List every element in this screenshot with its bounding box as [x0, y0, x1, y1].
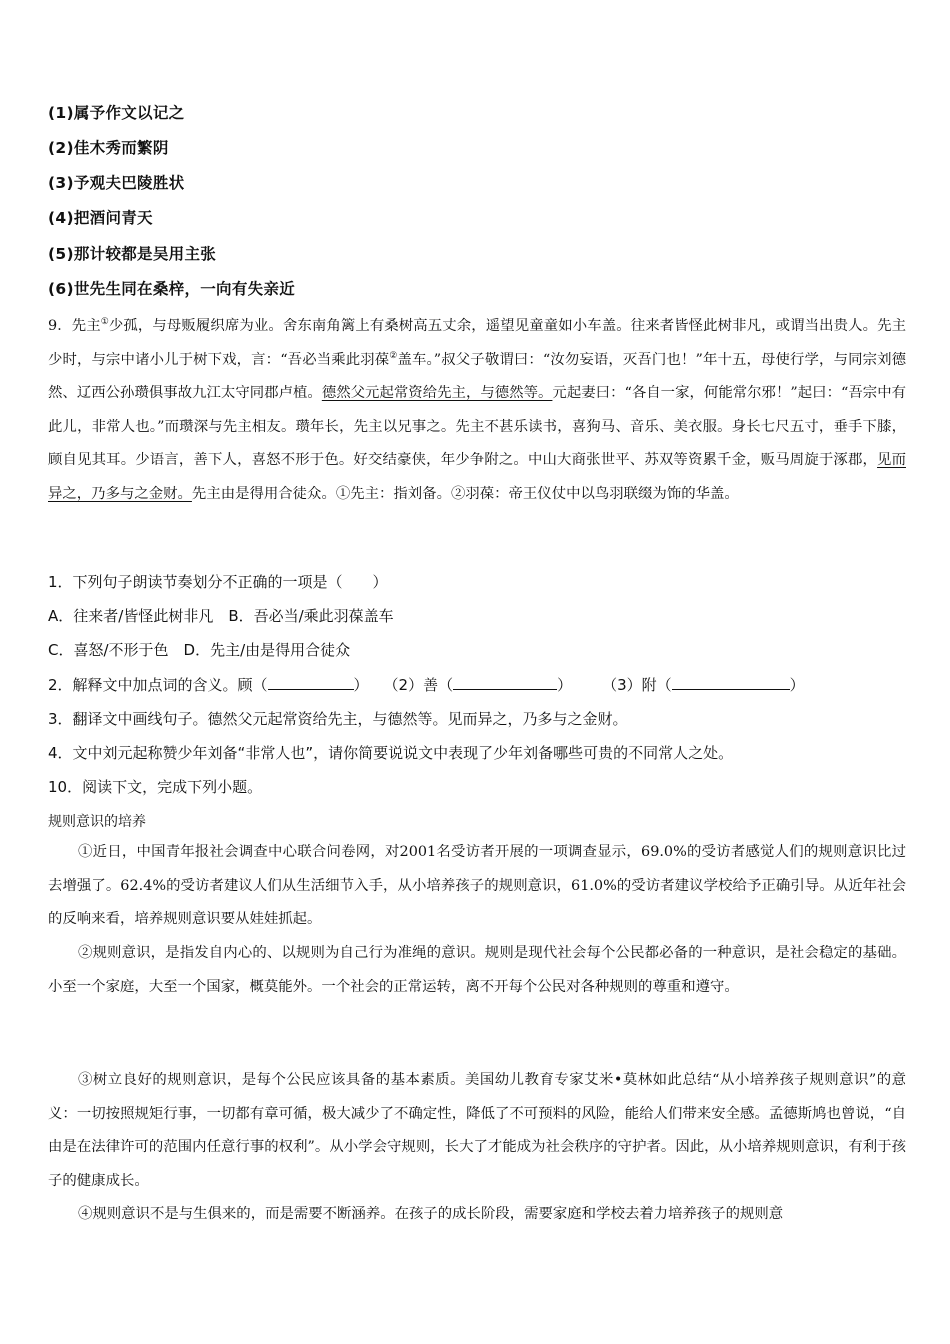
- sub-question-1: 1．下列句子朗读节奏划分不正确的一项是（ ）: [48, 573, 388, 591]
- article-title: 规则意识的培养: [48, 814, 146, 830]
- answer-line-2: (2)佳木秀而繁阴: [48, 139, 169, 157]
- answer-blank-2[interactable]: [453, 675, 557, 690]
- answer-line-5: (5)那计较都是吴用主张: [48, 245, 217, 263]
- article-paragraph-1: ①近日，中国青年报社会调查中心联合问卷网，对2001名受访者开展的一项调查显示，69.0%的受访者感觉人们的规则意识比过去增强了。62.4%的受访者建议人们从生活细节入手，从小培养孩子的规则意识，61.0%的受访者建议学校给予正确引导。从近年社会的反响来看，培养规则意识要从娃娃抓起。: [48, 844, 906, 927]
- sub-question-4: 4．文中刘元起称赞少年刘备“非常人也”，请你简要说说文中表现了少年刘备哪些可贵的不同常人之处。: [48, 744, 734, 762]
- article-paragraph-4: ④规则意识不是与生俱来的，而是需要不断涵养。在孩子的成长阶段，需要家庭和学校去着力培养孩子的规则意: [78, 1206, 784, 1222]
- footnote-mark-1: ①: [100, 317, 109, 328]
- q9-passage: 9．先主①少孤，与母贩履织席为业。舍东南角篱上有桑树高五丈余，遥望见童童如小车盖。往来者皆怪此树非凡，或谓当出贵人。先主少时，与宗中诸小儿于树下戏，言：“吾必当乘此羽葆②盖车。”叔父子敬谓曰：“汝勿妄语，灭吾门也！”年十五，母使行学，与同宗刘德然、辽西公孙瓒俱事故九江太守同郡卢植。德然父元起常资给先主，与德然等。元起妻曰：“各自一家，何能常尔邪！”起曰：“吾宗中有此儿，非常人也。”而瓒深与先主相友。瓒年长，先主以兄事之。先主不甚乐读书，喜狗马、音乐、美衣服。身长七尺五寸，垂手下膝，顾自见其耳。少语言，善下人，喜怒不形于色。好交结豪侠，年少争附之。中山大商张世平、苏双等资累千金，贩马周旋于涿郡，见而异之，乃多与之金财。先主由是得用合徒众。①先主：指刘备。②羽葆：帝王仪仗中以鸟羽联缀为饰的华盖。: [48, 317, 907, 502]
- answer-blank-3[interactable]: [672, 675, 790, 690]
- answer-line-6: (6)世先生同在桑梓，一向有失亲近: [48, 280, 296, 298]
- article-paragraph-3: ③树立良好的规则意识，是每个公民应该具备的基本素质。美国幼儿教育专家艾米•莫林如此总结“从小培养孩子规则意识”的意义：一切按照规矩行事，一切都有章可循，极大减少了不确定性，降低了不可预料的风险，能给人们带来安全感。孟德斯鸠也曾说，“自由是在法律许可的范围内任意行事的权利”。从小学会守规则，长大了才能成为社会秩序的守护者。因此，从小培养规则意识，有利于孩子的健康成长。: [48, 1072, 906, 1189]
- sub-question-2: 2．解释文中加点词的含义。顾（ ） （2）善（ ） （3）附（ ）: [48, 676, 805, 694]
- sub-question-3: 3．翻译文中画线句子。德然父元起常资给先主，与德然等。见而异之，乃多与之金财。: [48, 710, 628, 728]
- underlined-sentence-2: 见而异之，乃多与之金财。: [48, 452, 906, 502]
- underlined-sentence-1: 德然父元起常资给先主，与德然等。: [321, 385, 553, 401]
- answer-line-1: (1)属予作文以记之: [48, 104, 185, 122]
- footnote-mark-2: ②: [389, 350, 398, 361]
- options-ab: A．往来者/皆怪此树非凡 B．吾必当/乘此羽葆盖车: [48, 607, 394, 625]
- article-paragraph-2: ②规则意识，是指发自内心的、以规则为自己行为准绳的意识。规则是现代社会每个公民都必备的一种意识，是社会稳定的基础。小至一个家庭，大至一个国家，概莫能外。一个社会的正常运转，离不开每个公民对各种规则的尊重和遵守。: [48, 945, 906, 995]
- answer-line-3: (3)予观夫巴陵胜状: [48, 174, 185, 192]
- q10-intro: 10．阅读下文，完成下列小题。: [48, 778, 263, 796]
- options-cd: C．喜怒/不形于色 D．先主/由是得用合徒众: [48, 641, 351, 659]
- answer-blank-1[interactable]: [268, 675, 354, 690]
- answer-line-4: (4)把酒问青天: [48, 209, 153, 227]
